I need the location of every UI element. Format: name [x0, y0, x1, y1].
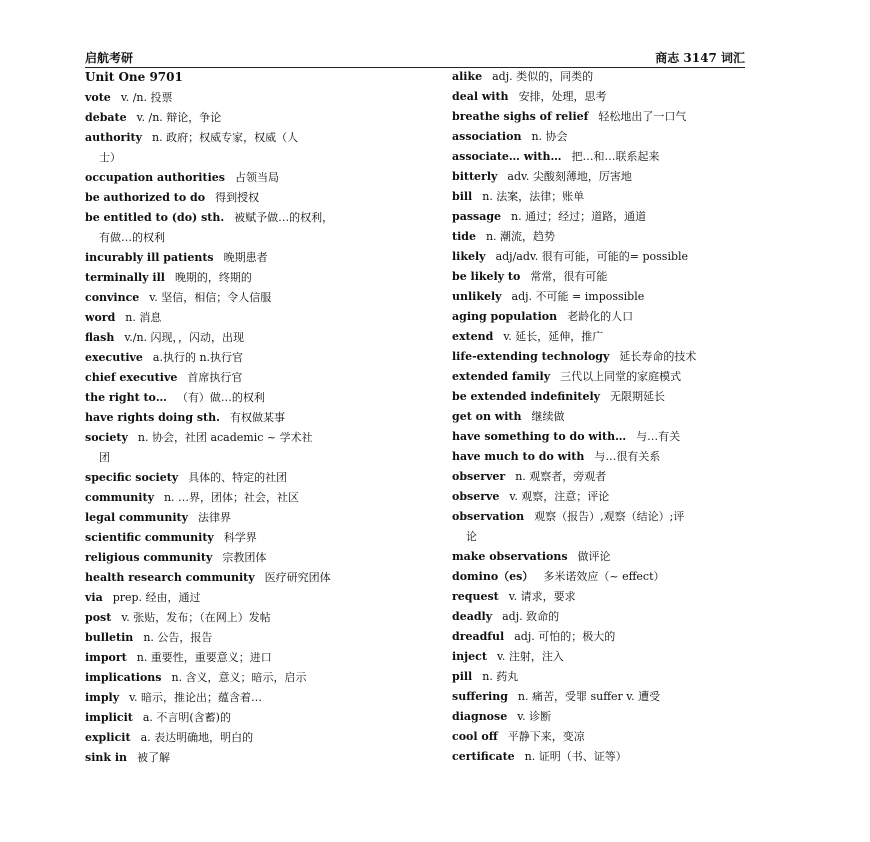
vocab-entry	[85, 308, 425, 328]
vocab-word: be authorized to do	[85, 191, 206, 204]
vocab-definition: 有权做某事	[229, 411, 285, 424]
vocab-word: request	[452, 590, 499, 603]
vocab-definition-continued: 论	[466, 530, 477, 543]
vocab-word: Unit One 9701	[85, 70, 183, 84]
vocab-word: diagnose	[452, 710, 508, 723]
vocab-entry	[452, 67, 797, 87]
vocab-entry	[452, 547, 797, 567]
vocab-word: have rights doing sth.	[85, 411, 220, 424]
vocab-definition: 观察（报告）,观察（结论）;评	[534, 510, 685, 523]
vocab-definition-continued: 有做…的权利	[99, 231, 165, 244]
vocab-entry	[85, 668, 425, 688]
vocab-word: make observations	[452, 550, 568, 563]
vocab-definition: 宗教团体	[222, 551, 267, 564]
vocab-entry	[85, 568, 425, 588]
vocab-entry	[452, 647, 797, 667]
vocab-definition: v. /n. 投票	[120, 91, 173, 104]
vocab-definition: v. 诊断	[517, 710, 552, 723]
vocab-definition: 法律界	[197, 511, 231, 524]
vocab-definition: v. 观察，注意；评论	[509, 490, 610, 503]
vocab-entry	[452, 707, 797, 727]
vocab-definition: v. 注射，注入	[496, 650, 564, 663]
vocab-entry	[85, 248, 425, 268]
vocab-entry	[452, 667, 797, 687]
vocab-entry	[452, 467, 797, 487]
vocab-entry	[452, 107, 797, 127]
vocab-definition: n. 含义，意义；暗示，启示	[171, 671, 307, 684]
vocab-entry	[452, 407, 797, 427]
vocab-definition: v. 张贴，发布；（在网上）发帖	[121, 611, 271, 624]
vocab-word: observe	[452, 490, 500, 503]
vocab-word: word	[85, 311, 116, 324]
vocab-definition: 占领当局	[234, 171, 279, 184]
vocab-word: associate… with…	[452, 150, 562, 163]
vocab-definition: 三代以上同堂的家庭模式	[560, 370, 682, 383]
vocab-word: be entitled to (do) sth.	[85, 211, 225, 224]
vocab-word: alike	[452, 70, 483, 83]
vocab-definition: adj/adv. 很有可能，可能的= possible	[495, 250, 689, 263]
vocab-word: implications	[85, 671, 162, 684]
vocab-entry	[452, 687, 797, 707]
vocab-word: get on with	[452, 410, 522, 423]
vocab-entry	[452, 387, 797, 407]
vocab-entry	[85, 288, 425, 308]
vocab-definition: 轻松地出了一口气	[598, 110, 687, 123]
left-vocab-column	[85, 67, 425, 768]
vocab-definition: n. 法案，法律；账单	[482, 190, 585, 203]
vocab-entry	[452, 507, 797, 547]
vocab-entry	[85, 708, 425, 728]
vocab-word: scientific community	[85, 531, 214, 544]
vocab-word: bitterly	[452, 170, 498, 183]
vocab-definition: v. 暗示，推论出；蕴含着…	[129, 691, 262, 704]
vocab-definition: n. 潮流，趋势	[485, 230, 556, 243]
vocab-word: likely	[452, 250, 486, 263]
vocab-word: tide	[452, 230, 476, 243]
right-vocab-column	[452, 67, 797, 767]
vocab-definition: 常常，很有可能	[530, 270, 608, 283]
vocab-word: cool off	[452, 730, 498, 743]
vocab-word: extend	[452, 330, 494, 343]
vocab-entry	[452, 187, 797, 207]
vocab-word: certificate	[452, 750, 515, 763]
vocab-entry	[452, 227, 797, 247]
vocab-definition: 把…和…联系起来	[571, 150, 660, 163]
vocab-word: breathe sighs of relief	[452, 110, 589, 123]
vocab-entry	[85, 348, 425, 368]
vocab-entry	[85, 468, 425, 488]
vocab-word: passage	[452, 210, 502, 223]
vocab-definition: n. 证明（书、证等）	[524, 750, 627, 763]
vocab-definition: n. 协会，社团 academic ~ 学术社	[137, 431, 313, 444]
vocab-word: health research community	[85, 571, 255, 584]
vocab-definition: 继续做	[531, 410, 565, 423]
vocab-definition: a. 表达明确地，明白的	[140, 731, 254, 744]
vocab-definition: n. 消息	[125, 311, 162, 324]
vocab-definition: 晚期的，终期的	[174, 271, 252, 284]
vocab-definition: n. 协会	[531, 130, 568, 143]
vocab-word: be extended indefinitely	[452, 390, 601, 403]
vocab-word: via	[85, 591, 103, 604]
vocab-entry	[452, 447, 797, 467]
vocab-word: post	[85, 611, 112, 624]
vocab-entry	[452, 747, 797, 767]
vocab-definition: 具体的、特定的社团	[188, 471, 288, 484]
vocab-entry	[85, 488, 425, 508]
vocab-definition: 被赋予做…的权利，	[234, 211, 334, 224]
vocab-entry	[85, 608, 425, 628]
vocab-definition: n. 药丸	[482, 670, 519, 683]
vocab-entry	[85, 688, 425, 708]
vocab-entry	[452, 267, 797, 287]
vocab-entry	[85, 128, 425, 168]
vocab-entry	[452, 347, 797, 367]
vocab-definition: n. …界，团体；社会，社区	[163, 491, 300, 504]
vocab-word: deadly	[452, 610, 493, 623]
vocab-entry	[85, 648, 425, 668]
vocab-word: have much to do with	[452, 450, 585, 463]
vocab-entry	[85, 428, 425, 468]
vocab-definition: 延长寿命的技术	[619, 350, 697, 363]
vocab-word: executive	[85, 351, 143, 364]
vocab-word: chief executive	[85, 371, 178, 384]
vocab-entry	[452, 247, 797, 267]
vocab-definition: adv. 尖酸刻薄地，厉害地	[507, 170, 632, 183]
vocab-word: the right to…	[85, 391, 167, 404]
header-left-title: 启航考研	[85, 51, 134, 65]
vocab-definition-continued: 团	[99, 451, 110, 464]
vocab-definition: prep. 经由，通过	[112, 591, 201, 604]
vocab-entry	[85, 388, 425, 408]
vocab-definition: v. 坚信，相信；令人信服	[149, 291, 272, 304]
vocab-definition: n. 观察者，旁观者	[515, 470, 607, 483]
vocab-word: imply	[85, 691, 120, 704]
vocab-entry	[85, 168, 425, 188]
vocab-definition: n. 痛苦，受罪 suffer v. 遭受	[517, 690, 661, 703]
vocab-definition: 科学界	[223, 531, 257, 544]
vocab-entry	[85, 548, 425, 568]
vocab-entry	[85, 88, 425, 108]
vocab-entry	[85, 628, 425, 648]
vocab-entry	[452, 287, 797, 307]
vocab-word: bulletin	[85, 631, 134, 644]
vocab-word: debate	[85, 111, 127, 124]
vocab-word: inject	[452, 650, 487, 663]
vocab-entry	[85, 208, 425, 248]
vocab-word: implicit	[85, 711, 133, 724]
vocab-word: domino（es）	[452, 570, 534, 583]
vocab-word: religious community	[85, 551, 213, 564]
vocab-word: have something to do with…	[452, 430, 627, 443]
vocab-definition: n. 政府；权威专家，权威（人	[152, 131, 299, 144]
vocab-word: convince	[85, 291, 140, 304]
vocab-definition: adj. 致命的	[502, 610, 560, 623]
vocab-definition: v. 延长，延伸，推广	[503, 330, 604, 343]
vocab-word: vote	[85, 91, 111, 104]
vocab-entry	[452, 427, 797, 447]
unit-heading	[85, 67, 425, 88]
vocab-definition: adj. 不可能 = impossible	[511, 290, 645, 303]
vocab-definition: 得到授权	[215, 191, 260, 204]
vocab-entry	[452, 567, 797, 587]
vocab-word: extended family	[452, 370, 551, 383]
vocab-definition: 平静下来，变凉	[507, 730, 585, 743]
vocab-entry	[452, 87, 797, 107]
vocab-definition: 与…很有关系	[594, 450, 661, 463]
vocab-definition: 晚期患者	[223, 251, 268, 264]
vocab-word: occupation authorities	[85, 171, 225, 184]
vocab-entry	[85, 268, 425, 288]
vocab-definition: 首席执行官	[187, 371, 243, 384]
vocab-word: unlikely	[452, 290, 502, 303]
vocab-definition: （有）做…的权利	[176, 391, 265, 404]
vocab-definition: 与…有关	[636, 430, 681, 443]
vocab-entry	[85, 588, 425, 608]
vocab-entry	[85, 188, 425, 208]
vocab-entry	[85, 528, 425, 548]
vocab-word: import	[85, 651, 127, 664]
vocab-definition: adj. 类似的，同类的	[492, 70, 594, 83]
vocab-word: observer	[452, 470, 506, 483]
vocab-entry	[452, 127, 797, 147]
vocab-word: flash	[85, 331, 115, 344]
vocab-entry	[452, 607, 797, 627]
vocab-word: terminally ill	[85, 271, 165, 284]
vocab-entry	[452, 367, 797, 387]
vocab-word: explicit	[85, 731, 131, 744]
vocab-word: dreadful	[452, 630, 505, 643]
vocab-word: society	[85, 431, 128, 444]
vocab-word: deal with	[452, 90, 509, 103]
vocab-word: incurably ill patients	[85, 251, 214, 264]
vocab-entry	[452, 147, 797, 167]
vocab-entry	[85, 408, 425, 428]
vocab-definition: v./n. 闪现，，闪动，出现	[124, 331, 245, 344]
vocab-definition: 安排，处理，思考	[518, 90, 607, 103]
vocab-word: observation	[452, 510, 525, 523]
vocab-entry	[452, 487, 797, 507]
vocab-definition: 多米诺效应（~ effect）	[543, 570, 665, 583]
vocab-word: authority	[85, 131, 142, 144]
vocab-entry	[85, 728, 425, 748]
vocab-entry	[452, 627, 797, 647]
vocab-definition: 做评论	[577, 550, 611, 563]
vocab-entry	[452, 307, 797, 327]
vocab-entry	[452, 167, 797, 187]
vocab-definition: n. 公告，报告	[143, 631, 213, 644]
vocab-word: community	[85, 491, 154, 504]
vocab-definition: n. 通过；经过；道路，通道	[511, 210, 647, 223]
vocab-entry	[85, 508, 425, 528]
vocab-definition: adj. 可怕的；极大的	[514, 630, 616, 643]
vocab-definition: v. /n. 辩论，争论	[136, 111, 222, 124]
vocab-word: aging population	[452, 310, 558, 323]
vocab-word: specific society	[85, 471, 179, 484]
vocab-entry	[85, 368, 425, 388]
vocab-entry	[85, 108, 425, 128]
page-header	[85, 49, 745, 68]
vocab-definition: n. 重要性，重要意义；进口	[136, 651, 272, 664]
vocab-word: suffering	[452, 690, 508, 703]
vocab-definition: a. 不言明(含蓄)的	[142, 711, 231, 724]
vocab-word: bill	[452, 190, 473, 203]
vocab-entry	[452, 327, 797, 347]
vocab-word: association	[452, 130, 522, 143]
vocab-word: sink in	[85, 751, 127, 764]
vocab-entry	[85, 328, 425, 348]
vocab-definition: 无限期延长	[610, 390, 666, 403]
vocab-entry	[452, 587, 797, 607]
vocab-definition: v. 请求，要求	[508, 590, 576, 603]
vocab-definition-continued: 士）	[99, 151, 121, 164]
vocab-entry	[452, 727, 797, 747]
vocab-definition: 老龄化的人口	[567, 310, 634, 323]
vocab-word: pill	[452, 670, 473, 683]
vocab-entry	[452, 207, 797, 227]
vocab-word: legal community	[85, 511, 188, 524]
vocab-definition: a.执行的 n.执行官	[152, 351, 244, 364]
vocab-definition: 医疗研究团体	[264, 571, 331, 584]
vocab-entry	[85, 748, 425, 768]
vocab-word: life-extending technology	[452, 350, 610, 363]
vocab-word: be likely to	[452, 270, 521, 283]
header-right-title: 商志 3147 词汇	[655, 51, 745, 65]
vocab-definition: 被了解	[137, 751, 170, 764]
